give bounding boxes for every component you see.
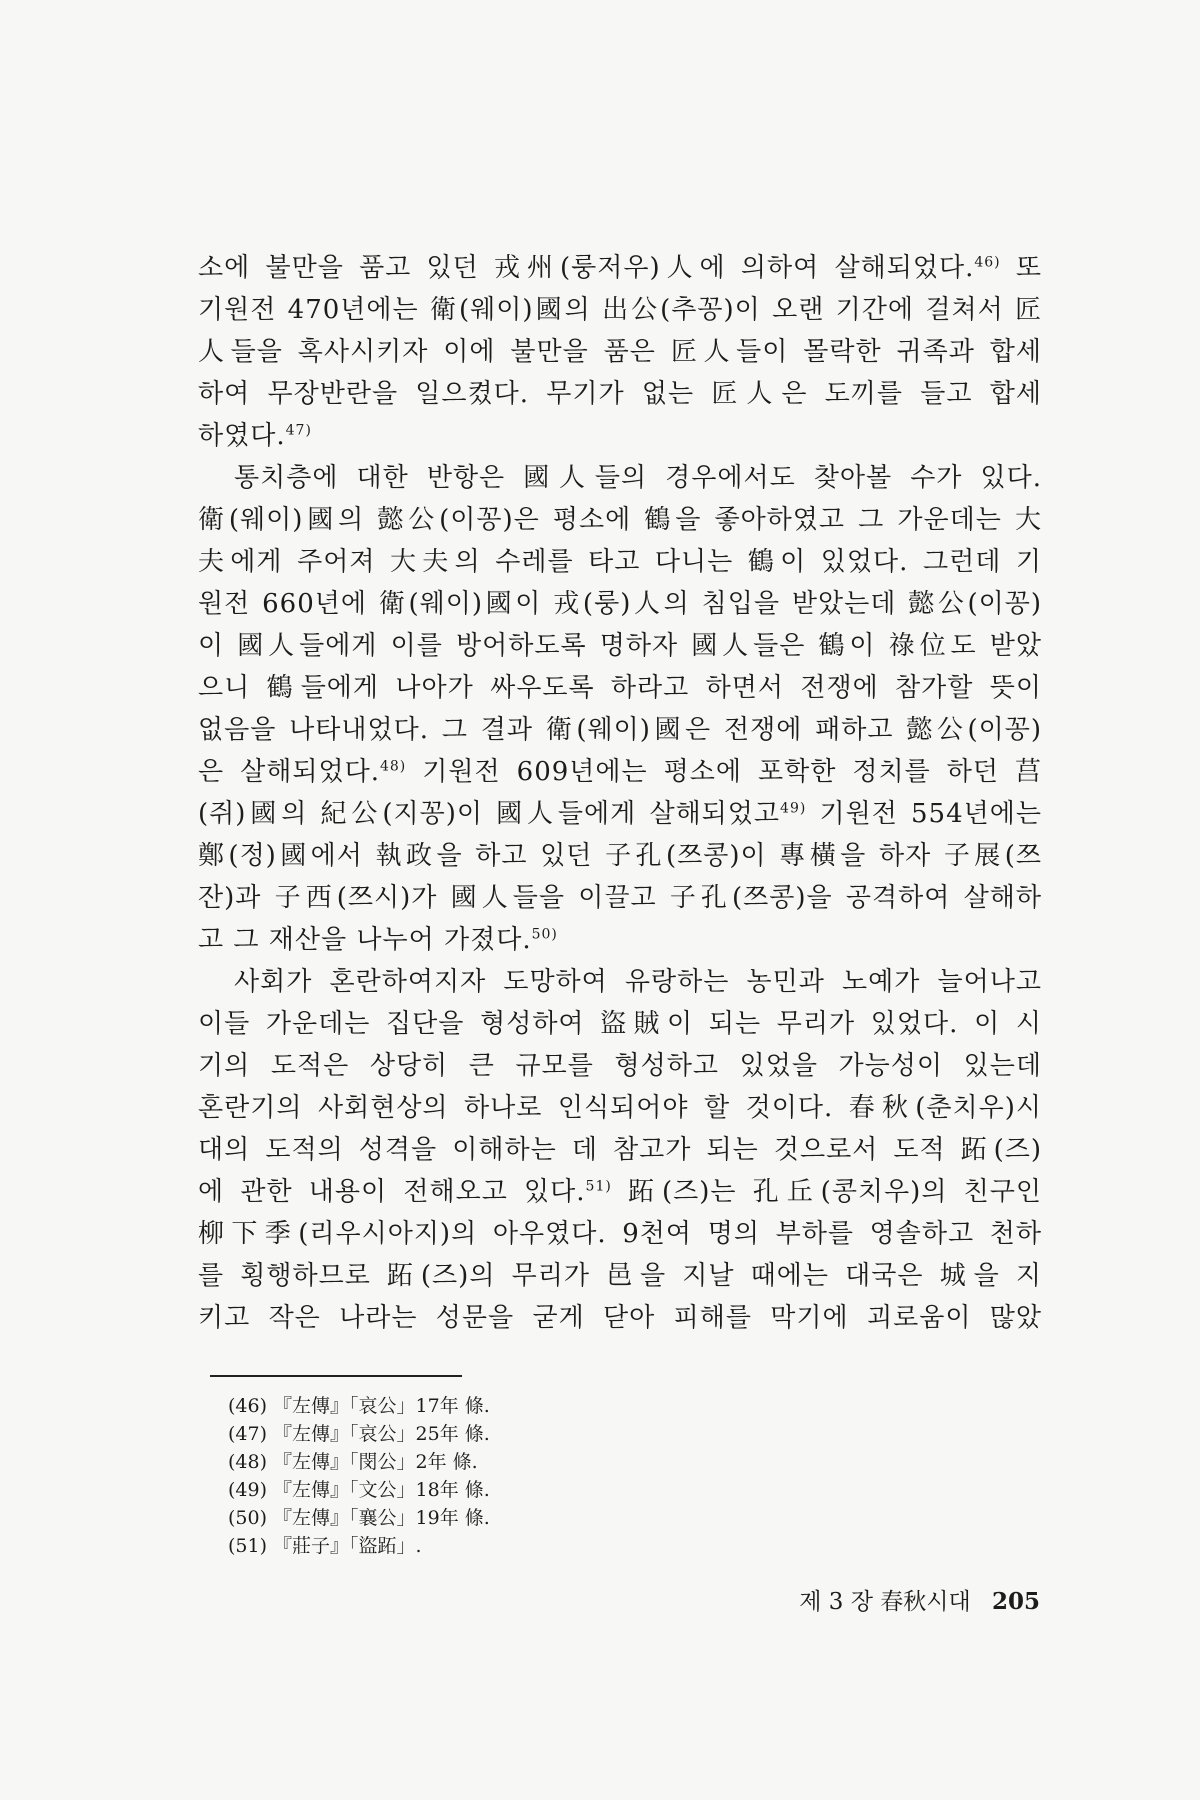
text-line: (쥐)國의 紀公(지꽁)이 國人들에게 살해되었고$^{49)}$ 기원전 554년에는 (198, 799, 1042, 829)
footnote: (49) 『左傳』「文公」18年 條. (228, 1479, 490, 1501)
running-footer (799, 1583, 1040, 1616)
text-line: 이 國人들에게 이를 방어하도록 명하자 國人들은 鶴이 祿位도 받았 (198, 631, 1042, 661)
text-line: 에 관한 내용이 전해오고 있다.$^{51)}$ 跖(즈)는 孔丘(콩치우)의 친구인 (198, 1177, 1042, 1207)
text-line: 기원전 470년에는 衛(웨이)國의 出公(추꽁)이 오랜 기간에 걸쳐서 匠 (198, 295, 1042, 325)
text-line: 鄭(정)國에서 執政을 하고 있던 子孔(쯔콩)이 專橫을 하자 子展(쯔 (198, 841, 1042, 871)
text-line: 없음을 나타내었다. 그 결과 衛(웨이)國은 전쟁에 패하고 懿公(이꽁) (198, 715, 1042, 745)
text-line: 고 그 재산을 나누어 가졌다.$^{50)}$ (198, 925, 558, 955)
text-line: 잔)과 子西(쯔시)가 國人들을 이끌고 子孔(쯔콩)을 공격하여 살해하 (198, 883, 1042, 913)
footnote: (50) 『左傳』「襄公」19年 條. (228, 1507, 490, 1529)
footnote-divider (210, 1375, 462, 1377)
text-line: 이들 가운데는 집단을 형성하여 盜賊이 되는 무리가 있었다. 이 시 (198, 1009, 1042, 1039)
footnote: (48) 『左傳』「閔公」2年 條. (228, 1451, 478, 1473)
footnote: (46) 『左傳』「哀公」17年 條. (228, 1395, 490, 1417)
text-line: 으니 鶴들에게 나아가 싸우도록 하라고 하면서 전쟁에 참가할 뜻이 (198, 673, 1042, 703)
text-line: 衛(웨이)國의 懿公(이꽁)은 평소에 鶴을 좋아하였고 그 가운데는 大 (198, 505, 1042, 535)
footnote: (51) 『莊子』「盜跖」. (228, 1535, 422, 1557)
footnote-ref: 48) (379, 758, 407, 775)
footnote: (47) 『左傳』「哀公」25年 條. (228, 1423, 490, 1445)
chapter-title: 제 3 장 春秋시대 (799, 1589, 971, 1615)
text-line: 혼란기의 사회현상의 하나로 인식되어야 할 것이다. 春秋(춘치우)시 (198, 1093, 1042, 1123)
text-line: 柳下季(리우시아지)의 아우였다. 9천여 명의 부하를 영솔하고 천하 (198, 1219, 1042, 1249)
text-line: 대의 도적의 성격을 이해하는 데 참고가 되는 것으로서 도적 跖(즈) (198, 1135, 1042, 1165)
text-line: 夫에게 주어져 大夫의 수레를 타고 다니는 鶴이 있었다. 그런데 기 (198, 547, 1042, 577)
text-line: 키고 작은 나라는 성문을 굳게 닫아 피해를 막기에 괴로움이 많았 (198, 1303, 1042, 1333)
text-line: 소에 불만을 품고 있던 戎州(룽저우)人에 의하여 살해되었다.$^{46)}$ 또 (198, 253, 1043, 283)
footnote-ref: 47) (285, 422, 312, 439)
footnote-ref: 50) (531, 926, 558, 943)
text-line: 를 횡행하므로 跖(즈)의 무리가 邑을 지날 때에는 대국은 城을 지 (198, 1261, 1042, 1291)
text-line: 은 살해되었다.$^{48)}$ 기원전 609년에는 평소에 포학한 정치를 하던 莒 (198, 757, 1043, 787)
text-line: 하여 무장반란을 일으켰다. 무기가 없는 匠人은 도끼를 들고 합세 (198, 379, 1042, 409)
text-line: 人들을 혹사시키자 이에 불만을 품은 匠人들이 몰락한 귀족과 합세 (198, 337, 1042, 367)
footnote-ref: 51) (585, 1178, 612, 1195)
text-line: 원전 660년에 衛(웨이)國이 戎(룽)人의 침입을 받았는데 懿公(이꽁) (198, 589, 1042, 619)
text-line: 기의 도적은 상당히 큰 규모를 형성하고 있었을 가능성이 있는데 (198, 1051, 1042, 1081)
footnote-ref: 46) (974, 254, 1001, 271)
text-line: 하였다.$^{47)}$ (198, 421, 312, 451)
text-line: 사회가 혼란하여지자 도망하여 유랑하는 농민과 노예가 늘어나고 (234, 967, 1042, 997)
page-number: 205 (991, 1588, 1040, 1615)
text-line: 통치층에 대한 반항은 國人들의 경우에서도 찾아볼 수가 있다. (234, 463, 1042, 493)
footnote-ref: 49) (780, 800, 807, 817)
